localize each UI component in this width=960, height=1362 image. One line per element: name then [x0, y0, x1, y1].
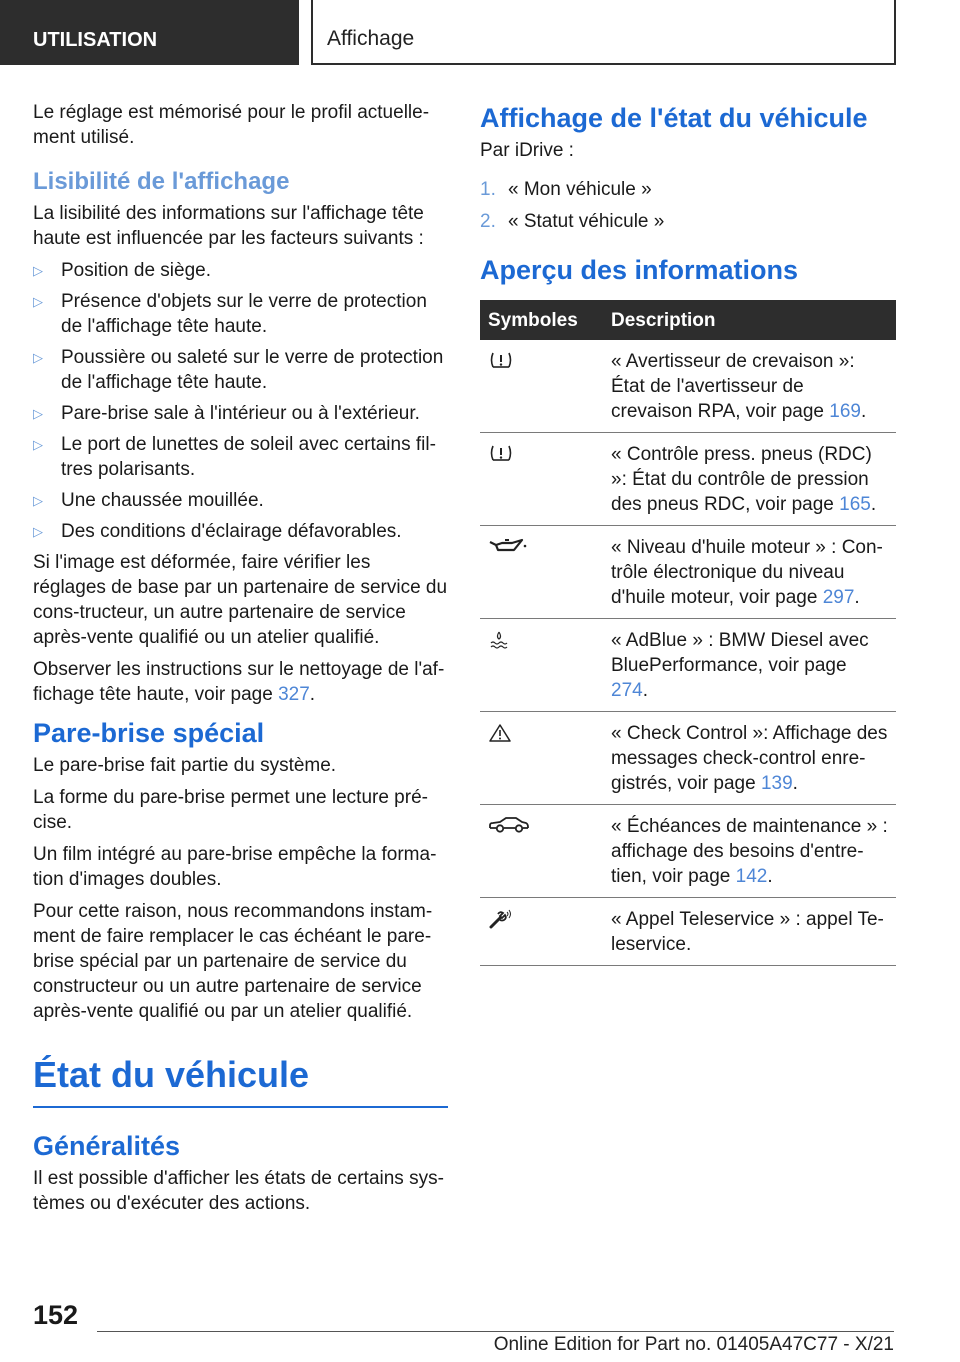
description-cell: « AdBlue » : BMW Diesel avec BluePerformance, voir page 274.: [603, 619, 896, 712]
page-link-274[interactable]: 274: [611, 680, 643, 701]
parebrise-p1: Le pare-brise fait partie du système.: [33, 755, 337, 776]
table-row: [480, 433, 896, 526]
triangle-bullet-icon: ▷: [33, 406, 43, 421]
table-row: [480, 712, 896, 805]
triangle-bullet-icon: ▷: [33, 350, 43, 365]
symbol-cell: [480, 340, 603, 433]
lisibilite-text: La lisibilité des informations sur l'affichage tête haute est influencée par les facteurs suivants :: [33, 203, 424, 249]
tire-warning-icon: [488, 351, 514, 369]
intro-paragraph: Le réglage est mémorisé pour le profil actuelle‐ment utilisé.: [33, 102, 430, 148]
tire-pressure-icon: [488, 444, 514, 462]
list-item: ▷ Des conditions d'éclairage défavorables.: [33, 521, 402, 542]
symbols-table: [480, 300, 896, 966]
description-cell: « Contrôle press. pneus (RDC) »: État du contrôle de pression des pneus RDC, voir page 165.: [603, 433, 896, 526]
car-service-icon: [488, 816, 530, 834]
cleaning-paragraph: Observer les instructions sur le nettoyage de l'af‐fichage tête haute, voir page 327.: [33, 659, 445, 705]
par-idrive-text: Par iDrive :: [480, 140, 574, 161]
table-row: [480, 526, 896, 619]
page-link-327[interactable]: 327: [278, 684, 310, 705]
header-subsection-tab: Affichage: [311, 0, 896, 65]
list-item: ▷ Présence d'objets sur le verre de protection de l'affichage tête haute.: [33, 291, 427, 337]
parebrise-p3: Un film intégré au pare-brise empêche la forma‐tion d'images doubles.: [33, 844, 437, 890]
column-header-symboles: Symboles: [480, 300, 603, 340]
step-item[interactable]: 1. « Mon véhicule »: [480, 179, 652, 200]
page-link-165[interactable]: 165: [839, 494, 871, 515]
triangle-bullet-icon: ▷: [33, 294, 43, 309]
generalites-text: Il est possible d'afficher les états de certains sys‐tèmes ou d'exécuter des actions.: [33, 1168, 444, 1214]
parebrise-heading: Pare-brise spécial: [33, 718, 265, 748]
page-link-297[interactable]: 297: [822, 587, 855, 608]
lisibilite-heading: Lisibilité de l'affichage: [33, 168, 290, 195]
adblue-icon: [488, 630, 510, 650]
description-cell: « Niveau d'huile moteur » : Con‐trôle électronique du niveau d'huile moteur, voir page 297.: [603, 526, 896, 619]
idrive-steps: [480, 177, 896, 234]
triangle-bullet-icon: ▷: [33, 524, 43, 539]
oil-can-icon: [488, 537, 528, 555]
page-number: 152: [33, 1300, 79, 1330]
column-header-description: Description: [603, 300, 896, 340]
description-cell: « Échéances de maintenance » : affichage des besoins d'entre‐tien, voir page 142.: [603, 805, 896, 898]
symbol-cell: [480, 712, 603, 805]
header-section-tab: UTILISATION: [0, 0, 299, 65]
description-cell: « Avertisseur de crevaison »: État de l'avertisseur de crevaison RPA, voir page 169.: [603, 340, 896, 433]
symbol-cell: [480, 619, 603, 712]
generalites-heading: Généralités: [33, 1131, 181, 1161]
right-column: [480, 100, 896, 966]
lisibilite-after-paragraph: Si l'image est déformée, faire vérifier les réglages de base par un partenaire de service du cons‐tructeur, un autre partenaire de service après-vente qualifié ou un atelier qualifié.: [33, 552, 448, 648]
triangle-bullet-icon: ▷: [33, 437, 43, 452]
page-link-169[interactable]: 169: [829, 401, 861, 422]
description-cell: « Check Control »: Affichage des messages check-control enre‐gistrés, voir page 139.: [603, 712, 896, 805]
etat-vehicule-heading: État du véhicule: [33, 1054, 448, 1108]
warning-triangle-icon: [488, 723, 512, 743]
list-item: ▷ Le port de lunettes de soleil avec certains fil‐tres polarisants.: [33, 434, 436, 480]
teleservice-wrench-icon: [488, 909, 514, 929]
parebrise-p2: La forme du pare-brise permet une lecture pré‐cise.: [33, 787, 428, 833]
description-cell: « Appel Teleservice » : appel Te‐leservice.: [603, 898, 896, 966]
symbol-cell: [480, 526, 603, 619]
table-row: [480, 898, 896, 966]
symbol-cell: [480, 433, 603, 526]
parebrise-p4: Pour cette raison, nous recommandons instam‐ment de faire remplacer le cas échéant le pare-brise spécial par un partenaire de service du constructeur ou un autre partenaire de service après-vente qualifié ou par un atelier qualifié.: [33, 901, 433, 1022]
symbol-cell: [480, 898, 603, 966]
lisibilite-list: [33, 258, 448, 544]
list-item: ▷ Une chaussée mouillée.: [33, 490, 264, 511]
table-row: [480, 340, 896, 433]
page-link-142[interactable]: 142: [735, 866, 768, 887]
list-item: ▷ Poussière ou saleté sur le verre de protection de l'affichage tête haute.: [33, 347, 444, 393]
table-header-row: [480, 300, 896, 340]
footer-edition: Online Edition for Part no. 01405A47C77 - X/21: [493, 1334, 894, 1355]
page-link-139[interactable]: 139: [760, 773, 793, 794]
list-item: ▷ Pare-brise sale à l'intérieur ou à l'extérieur.: [33, 403, 420, 424]
table-row: [480, 619, 896, 712]
affichage-etat-heading: Affichage de l'état du véhicule: [480, 103, 868, 133]
footer-divider: [97, 1331, 894, 1332]
left-column: [33, 100, 448, 1223]
symbol-cell: [480, 805, 603, 898]
table-row: [480, 805, 896, 898]
triangle-bullet-icon: ▷: [33, 263, 43, 278]
step-item[interactable]: 2. « Statut véhicule »: [480, 211, 665, 232]
triangle-bullet-icon: ▷: [33, 493, 43, 508]
list-item: ▷ Position de siège.: [33, 260, 211, 281]
apercu-heading: Aperçu des informations: [480, 255, 799, 285]
